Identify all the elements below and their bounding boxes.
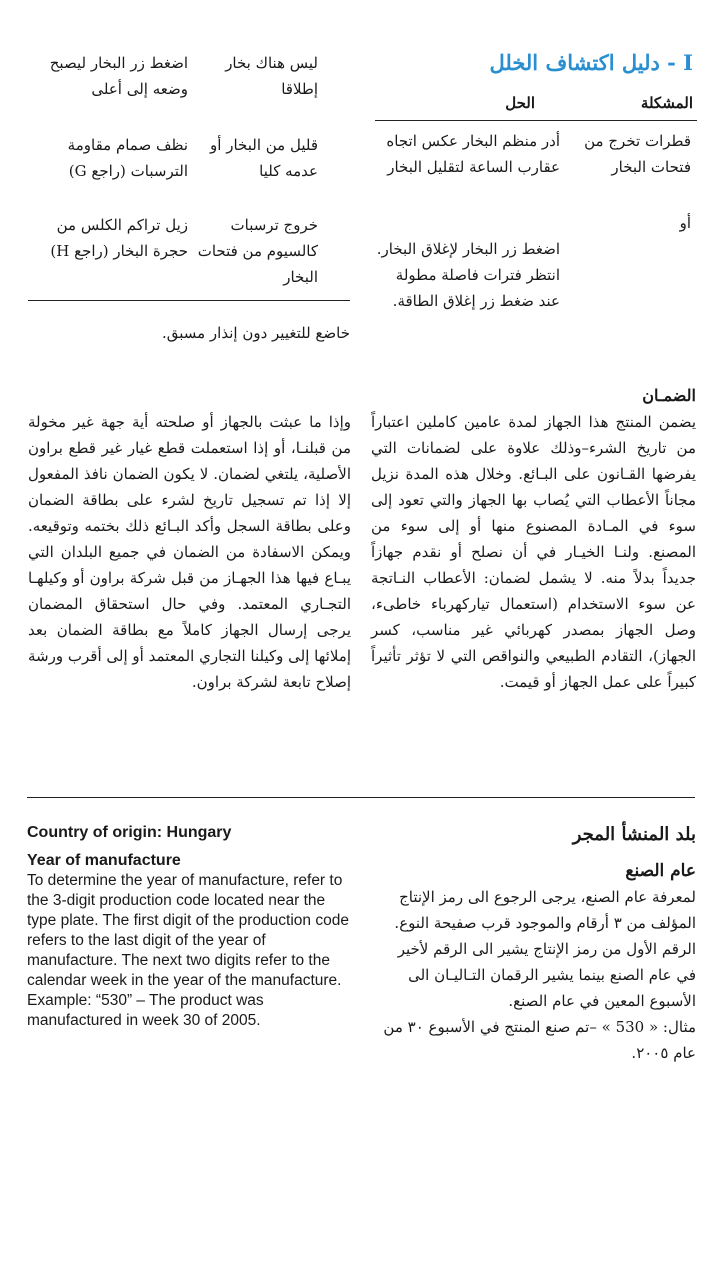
solution-cell: اضغط زر البخار ليصبح وضعه إلى أعلى	[49, 54, 188, 98]
table-rule	[375, 120, 697, 121]
column-header-problem: المشكلة	[640, 94, 693, 112]
section-title-warranty: الضمـان	[642, 386, 696, 405]
year-explanation-en: To determine the year of manufacture, refer to the 3-digit production code located near the type plate. The first digit of the production code refers to the last digit of the year of manufacture. The next two digits refer to the calendar week in the year of the manufacture.	[27, 872, 349, 989]
problem-cell: ليس هناك بخار إطلاقا	[225, 54, 318, 98]
year-example-ar: مثال: « 530 » –تم صنع المنتج في الأسبوع ٣٠ من عام ٢٠٠٥.	[383, 1018, 696, 1062]
section-divider	[27, 797, 695, 798]
warranty-text-right: يضمن المنتج هذا الجهاز لمدة عامين كاملين اعتباراً من تاريخ الشرء–وذلك علاوة على لضمانات التي يفرضها القـانون على البـائع. وخلال هذه المدة نزيل مجاناً الأعطاب التي يُصاب بها الجهاز والتي تعود إلى سوء في المـادة المصنوع منها أو إلى سوء من المصنع. ولنـا الخيـار في أن نصلح أو نقدم جهازاً جديداً بدلاً منه. لا يشمل لضمان: الأعطاب النـاتجة عن سوء الاستخدام (استعمال تياركهرباء خاطىء، وصل الجهاز بمصدر كهربائي غير مناسب، كسر الجهاز)، التقادم الطبيعي والنواقص التي لا تؤثر تأثيراً كبيراً على عمل الجهاز أو قيمت.	[371, 413, 696, 691]
solution-cell: زيل تراكم الكلس من حجرة البخار (راجع H)	[50, 216, 188, 260]
country-of-origin-ar: بلد المنشأ المجر	[572, 824, 696, 845]
year-of-manufacture-title-en: Year of manufacture	[27, 852, 181, 869]
section-title-troubleshooting: I - دليل اكتشاف الخلل	[489, 50, 693, 75]
table-rule	[28, 300, 350, 301]
solution-cell: نظف صمام مقاومة الترسبات (راجع G)	[67, 136, 188, 180]
change-notice: خاضع للتغيير دون إنذار مسبق.	[161, 324, 350, 342]
country-of-origin-en: Country of origin: Hungary	[27, 824, 232, 841]
warranty-text-left: وإذا ما عبثت بالجهاز أو صلحته أية جهة غير مخولة من قبلنـا، أو إذا استعملت قطع غيار غير قطع براون الأصلية، يلتغي لضمان. لا يكون الضمان نافذ المفعول إلا إذا تم تسجيل تاريخ لشرء على بطاقة الضمان وعلى بطاقة السجل وأكد البـائع ذلك بختمه وتوقيعه. ويمكن الاسفادة من الضمان في جميع البلدان التي يبـاع فيها هذا الجهـاز من قبل شركة براون أو وكيلهـا التجـاري المعتمد. وفي حال استحقاق المضمان يرجى إرسال الجهاز كاملاً مع بطاقة الضمان بعد إملائها إلى وكيلنا التجاري المعتمد أو إلى أقرب ورشة إصلاح تابعة لشركة براون.	[28, 413, 351, 691]
year-of-manufacture-text-ar	[376, 884, 696, 1066]
problem-cell: قليل من البخار أو عدمه كليا	[210, 136, 318, 180]
solution-cell: أدر منظم البخار عكس اتجاه عقارب الساعة لتقليل البخار	[386, 132, 560, 176]
column-header-solution: الحل	[505, 94, 535, 112]
year-example-en: Example: “530” – The product was manufactured in week 30 of 2005.	[27, 992, 264, 1029]
year-of-manufacture-title-ar: عام الصنع	[625, 861, 696, 881]
problem-cell: أو	[679, 214, 691, 232]
year-explanation-ar: لمعرفة عام الصنع، يرجى الرجوع الى رمز الإنتاج المؤلف من ٣ أرقام والموجود قرب صفيحة النوع. الرقم الأول من رمز الإنتاج يشير الى الرقم لأخير في عام الصنع بينما يشير الرقمان التـاليـان الى الأسبوع المعين في عام الصنع.	[394, 888, 696, 1010]
problem-cell: خروج ترسبات كالسيوم من فتحات البخار	[197, 216, 318, 286]
year-of-manufacture-text-en	[27, 871, 357, 1031]
solution-cell: اضغط زر البخار لإغلاق البخار. انتظر فترات فاصلة مطولة عند ضغط زر إغلاق الطاقة.	[376, 240, 560, 310]
problem-cell: قطرات تخرج من فتحات البخار	[584, 132, 691, 176]
